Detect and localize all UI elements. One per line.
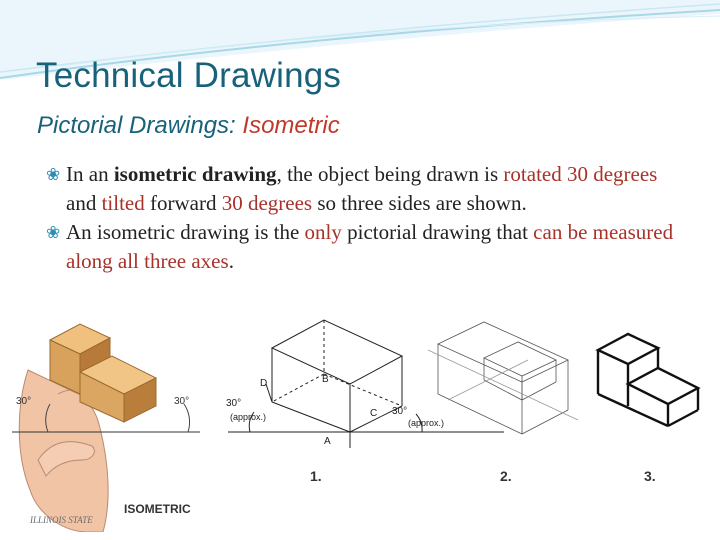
- point-label-a: A: [324, 436, 331, 447]
- bullet1-rotated: rotated 30 degrees: [503, 162, 658, 186]
- bullet1-term: isometric drawing: [113, 162, 277, 186]
- bullet-item-2: [44, 218, 684, 276]
- approx-label-right: (approx.): [408, 418, 445, 428]
- figure-caption: ISOMETRIC: [124, 502, 191, 516]
- point-label-b: B: [322, 374, 329, 385]
- leaf-bullet-icon: ❀: [46, 165, 61, 184]
- subtitle-highlight: Isometric: [242, 112, 340, 139]
- slide-subtitle: [37, 112, 340, 140]
- bullet1-tilted: tilted: [101, 191, 145, 215]
- figure-number-2: 2.: [500, 468, 512, 484]
- bullet1-text-1: In an: [66, 162, 114, 186]
- hand-with-blocks-image: [12, 324, 200, 532]
- bullet-list: [44, 160, 684, 276]
- slide-title: Technical Drawings: [36, 56, 342, 95]
- bullet2-text-3: .: [228, 249, 234, 273]
- isometric-box-diagram: [228, 320, 504, 448]
- subtitle-prefix: Pictorial Drawings:: [37, 112, 243, 139]
- bullet2-text-2: pictorial drawing that: [341, 220, 534, 244]
- angle-label-c: 30°: [392, 406, 408, 417]
- angle-label-right: 30°: [174, 396, 190, 407]
- bullet1-text-3: and: [66, 191, 102, 215]
- bullet2-measured: can be measured along all three axes: [66, 220, 674, 273]
- bullet2-text-1: An isometric drawing is the: [66, 220, 305, 244]
- bullet1-text-4: forward: [144, 191, 222, 215]
- angle-label-left: 30°: [16, 396, 32, 407]
- bullet1-text-5: so three sides are shown.: [312, 191, 527, 215]
- point-label-c: C: [370, 408, 378, 419]
- bullet-item-1: [44, 160, 684, 218]
- step-object-diagram: [598, 334, 698, 426]
- angle-label-d: 30°: [226, 398, 242, 409]
- point-label-d: D: [260, 378, 268, 389]
- leaf-bullet-icon: ❀: [46, 223, 61, 242]
- bullet2-only: only: [304, 220, 342, 244]
- bullet1-text-2: , the object being drawn is: [276, 162, 504, 186]
- bullet1-degrees: 30 degrees: [221, 191, 313, 215]
- figure-number-1: 1.: [310, 468, 322, 484]
- construction-lines-diagram: [428, 322, 578, 434]
- figure-number-3: 3.: [644, 468, 656, 484]
- slide-footer: ILLINOIS STATE: [30, 515, 93, 525]
- approx-label-left: (approx.): [230, 412, 267, 422]
- isometric-figure: [8, 310, 714, 532]
